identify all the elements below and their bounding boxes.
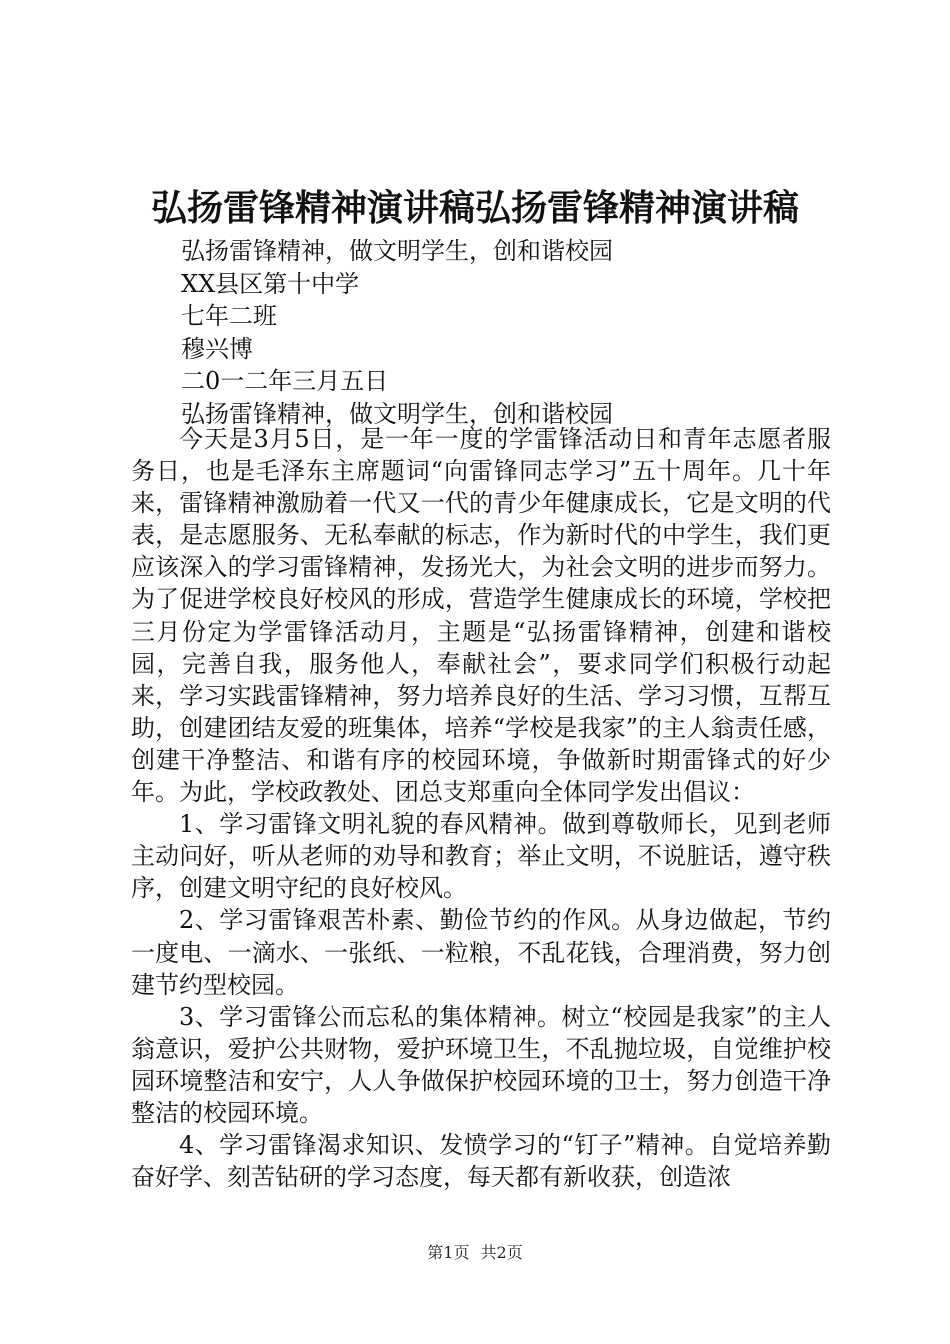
header-block — [181, 235, 881, 430]
page-total: 共2页 — [480, 1243, 523, 1262]
page-number: 第1页 — [427, 1243, 470, 1262]
author-name: 穆兴博 — [181, 334, 253, 363]
proposal-item-1: 1、学习雷锋文明礼貌的春风精神。做到尊敬师长，见到老师主动问好，听从老师的劝导和教育；举止文明，不说脏话，遵守秩序，创建文明守纪的良好校风。 — [131, 810, 831, 903]
school-name: XX县区第十中学 — [181, 269, 360, 298]
proposal-item-4: 4、学习雷锋渴求知识、发愤学习的“钉子”精神。自觉培养勤奋好学、刻苦钻研的学习态度，每天都有新收获，创造浓 — [131, 1131, 831, 1192]
theme-line: 弘扬雷锋精神，做文明学生，创和谐校园 — [181, 399, 613, 428]
body-text — [131, 423, 831, 1193]
class-name: 七年二班 — [181, 302, 277, 330]
intro-paragraph: 今天是3月5日，是一年一度的学雷锋活动日和青年志愿者服务日，也是毛泽东主席题词“向雷锋同志学习”五十周年。几十年来，雷锋精神激励着一代又一代的青少年健康成长，它是文明的代表，是志愿服务、无私奉献的标志，作为新时代的中学生，我们更应该深入的学习雷锋精神，发扬光大，为社会文明的进步而努力。为了促进学校良好校风的形成，营造学生健康成长的环境，学校把三月份定为学雷锋活动月，主题是“弘扬雷锋精神，创建和谐校园，完善自我，服务他人，奉献社会”，要求同学们积极行动起来，学习实践雷锋精神，努力培养良好的生活、学习习惯，互帮互助，创建团结友爱的班集体，培养“学校是我家”的主人翁责任感，创建干净整洁、和谐有序的校园环境，争做新时期雷锋式的好少年。为此，学校政教处、团总支郑重向全体同学发出倡议： — [131, 425, 831, 807]
page-footer — [0, 1243, 950, 1263]
date-line: 二0一二年三月五日 — [181, 367, 389, 395]
proposal-item-2: 2、学习雷锋艰苦朴素、勤俭节约的作风。从身边做起，节约一度电、一滴水、一张纸、一粒粮，不乱花钱，合理消费，努力创建节约型校园。 — [131, 906, 831, 999]
proposal-item-3: 3、学习雷锋公而忘私的集体精神。树立“校园是我家”的主人翁意识，爱护公共财物，爱护环境卫生，不乱抛垃圾，自觉维护校园环境整洁和安宁，人人争做保护校园环境的卫士，努力创造干净整洁的校园环境。 — [131, 1002, 831, 1127]
subtitle-line: 弘扬雷锋精神，做文明学生，创和谐校园 — [181, 237, 613, 265]
document-title: 弘扬雷锋精神演讲稿弘扬雷锋精神演讲稿 — [150, 187, 799, 229]
